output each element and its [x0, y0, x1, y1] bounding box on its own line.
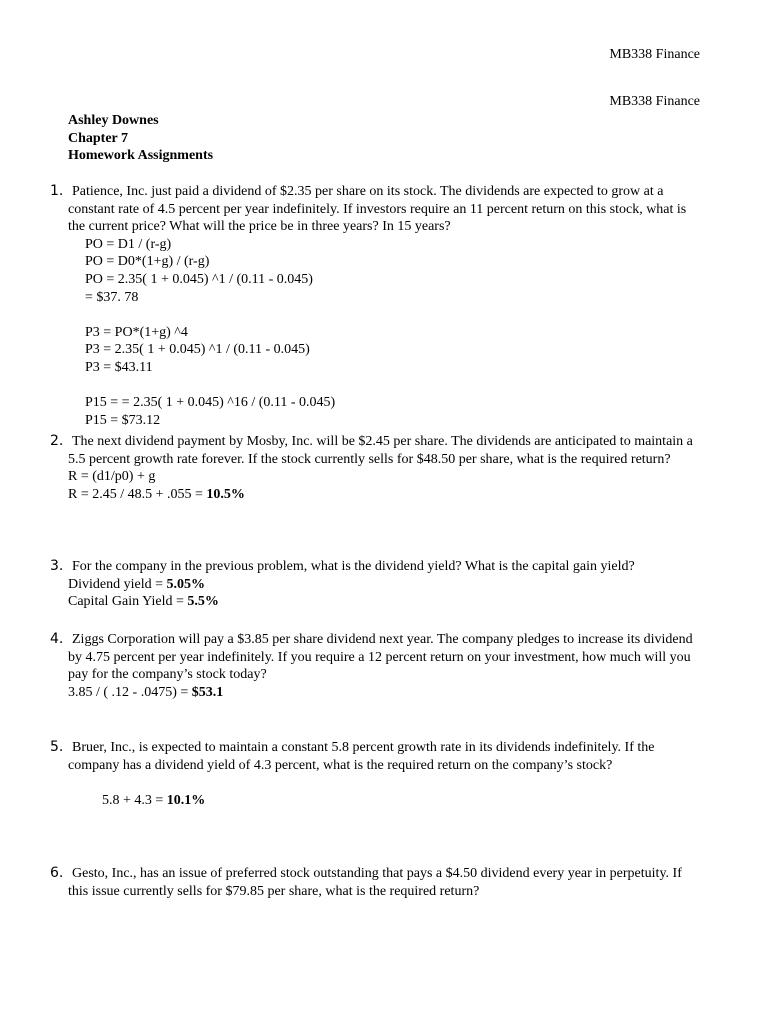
work-line: 5.8 + 4.3 = 10.1% [102, 792, 206, 808]
question-number: 6. [50, 865, 64, 881]
question-1-body [68, 183, 704, 429]
question-number: 2. [50, 433, 64, 449]
question-number: 3. [50, 558, 64, 574]
author-name: Ashley Downes [68, 113, 159, 128]
question-1-work [68, 236, 704, 430]
assignment-title: Homework Assignments [68, 148, 214, 164]
chapter-label: Chapter 7 [68, 130, 129, 146]
question-number: 4. [50, 631, 64, 647]
answer: 5.5% [187, 594, 219, 610]
work-line: P3 = 2.35( 1 + 0.045) ^1 / (0.11 - 0.045) [85, 342, 310, 358]
work-line: Dividend yield = 5.05% [68, 576, 205, 592]
question-number: 5. [50, 739, 64, 755]
question-number: 1. [50, 183, 64, 199]
course-header: MB338 Finance [609, 47, 700, 62]
work-line: Capital Gain Yield = 5.5% [68, 594, 219, 610]
question-1-text: Patience, Inc. just paid a dividend of $2.35 per share on its stock. The dividends are expected to grow at a constant rate of 4.5 percent per year indefinitely. If investors require an 11 percent return on this stock, what is the current price? What will the price be in three years? In 15 years? [68, 184, 687, 235]
author-block [68, 112, 708, 165]
question-text: Gesto, Inc., has an issue of preferred stock outstanding that pays a $4.50 dividend every year in perpetuity. If this issue currently sells for $79.85 per share, what is the required return? [68, 866, 682, 899]
question-5 [50, 739, 704, 809]
work-line: PO = D1 / (r-g) [85, 236, 172, 252]
work-line: P3 = PO*(1+g) ^4 [85, 324, 188, 340]
work-line: R = (d1/p0) + g [68, 469, 156, 485]
question-text: Bruer, Inc., is expected to maintain a constant 5.8 percent growth rate in its dividends indefinitely. If the company has a dividend yield of 4.3 percent, what is the required return on the company’s stock? [68, 740, 655, 773]
work-line: = $37. 78 [85, 289, 139, 305]
course-header-repeat: MB338 Finance [609, 94, 700, 109]
question-3 [50, 558, 704, 611]
work-line: P15 = = 2.35( 1 + 0.045) ^16 / (0.11 - 0.045) [85, 395, 336, 411]
answer: 5.05% [166, 576, 205, 592]
work-line: P15 = $73.12 [85, 412, 161, 428]
answer: 10.5% [206, 486, 245, 502]
question-text: Ziggs Corporation will pay a $3.85 per share dividend next year. The company pledges to increase its dividend by 4.75 percent per year indefinitely. If you require a 12 percent return on your investment, how much will you pay for the company’s stock today? [68, 632, 693, 683]
work-line: PO = D0*(1+g) / (r-g) [85, 254, 210, 270]
question-4 [50, 631, 704, 701]
work-line: R = 2.45 / 48.5 + .055 = 10.5% [68, 486, 245, 502]
question-2 [50, 433, 704, 503]
work-line: PO = 2.35( 1 + 0.045) ^1 / (0.11 - 0.045) [85, 271, 313, 287]
answer: $53.1 [191, 684, 224, 700]
question-text: The next dividend payment by Mosby, Inc. will be $2.45 per share. The dividends are anticipated to maintain a 5.5 percent growth rate forever. If the stock currently sells for $48.50 per share, what is the required return? [68, 434, 693, 467]
work-line: 3.85 / ( .12 - .0475) = $53.1 [68, 684, 224, 700]
question-6 [50, 865, 704, 900]
answer: 10.1% [166, 792, 206, 808]
question-text: For the company in the previous problem, what is the dividend yield? What is the capital gain yield? [72, 559, 635, 574]
work-line: P3 = $43.11 [85, 359, 153, 375]
